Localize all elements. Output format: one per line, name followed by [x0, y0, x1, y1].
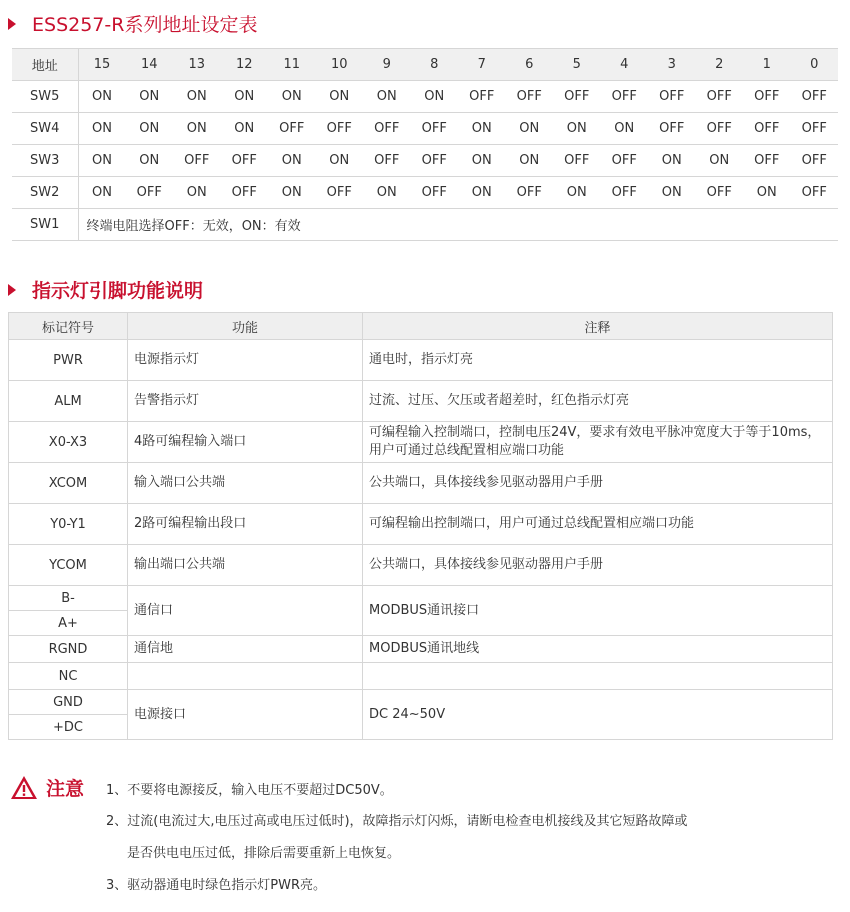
notice-line: 2、过流(电流过大,电压过高或电压过低时)，故障指示灯闪烁，请断电检查电机接线及其它短路故障或: [106, 814, 688, 829]
triangle-bullet-icon: [8, 284, 16, 296]
switch-value: OFF: [316, 177, 364, 209]
address-bit-header: 5: [553, 49, 601, 81]
pin-symbol: GND: [9, 690, 128, 715]
section-title-pins: [8, 276, 203, 303]
switch-row-sw1: [12, 209, 838, 241]
pin-row: [9, 504, 833, 545]
switch-value: OFF: [743, 113, 791, 145]
pin-symbol: Y0-Y1: [9, 504, 128, 545]
switch-label: SW1: [12, 209, 78, 241]
switch-label: SW4: [12, 113, 78, 145]
section-title-text: 指示灯引脚功能说明: [32, 280, 204, 302]
address-bit-header: 14: [126, 49, 174, 81]
pin-row: [9, 586, 833, 611]
pin-row: [9, 663, 833, 690]
switch-row: [12, 177, 838, 209]
switch-value: OFF: [506, 81, 554, 113]
address-table: [12, 48, 838, 241]
switch-value: ON: [126, 81, 174, 113]
pin-symbol: A+: [9, 611, 128, 636]
switch-value: ON: [78, 177, 126, 209]
switch-value: ON: [743, 177, 791, 209]
triangle-bullet-icon: [8, 18, 16, 30]
notice-line: 3、驱动器通电时绿色指示灯PWR亮。: [106, 878, 326, 893]
pin-function: 告警指示灯: [128, 381, 363, 422]
notice-line: 1、不要将电源接反，输入电压不要超过DC50V。: [106, 783, 393, 798]
address-bit-header: 8: [411, 49, 459, 81]
pin-note: [363, 663, 833, 690]
switch-value: OFF: [601, 81, 649, 113]
switch-value: ON: [506, 145, 554, 177]
header-function: 功能: [128, 313, 363, 340]
address-bit-header: 4: [601, 49, 649, 81]
pin-symbol: X0-X3: [9, 422, 128, 463]
switch-value: ON: [221, 113, 269, 145]
switch-value: OFF: [601, 177, 649, 209]
pin-function: 2路可编程输出段口: [128, 504, 363, 545]
switch-value: ON: [458, 145, 506, 177]
pin-note: 可编程输入控制端口，控制电压24V，要求有效电平脉冲宽度大于等于10ms，用户可通过总线配置相应端口功能: [363, 422, 833, 463]
section-title-text: ESS257-R系列地址设定表: [32, 14, 258, 36]
address-bit-header: 7: [458, 49, 506, 81]
switch-value: ON: [126, 113, 174, 145]
switch-value: OFF: [363, 113, 411, 145]
switch-value: ON: [648, 177, 696, 209]
pin-row: [9, 463, 833, 504]
switch-value: OFF: [791, 81, 839, 113]
switch-value: OFF: [506, 177, 554, 209]
switch-value: ON: [78, 113, 126, 145]
pin-function: 通信地: [128, 636, 363, 663]
pin-row: [9, 690, 833, 715]
switch-value: OFF: [458, 81, 506, 113]
header-note: 注释: [363, 313, 833, 340]
switch-value: OFF: [268, 113, 316, 145]
switch-value: ON: [78, 81, 126, 113]
address-bit-header: 2: [696, 49, 744, 81]
sw1-note: 终端电阻选择OFF：无效，ON：有效: [78, 209, 838, 241]
switch-row: [12, 113, 838, 145]
switch-value: ON: [411, 81, 459, 113]
switch-value: ON: [601, 113, 649, 145]
pin-note: MODBUS通讯地线: [363, 636, 833, 663]
switch-value: OFF: [126, 177, 174, 209]
switch-value: OFF: [791, 113, 839, 145]
address-bit-header: 0: [791, 49, 839, 81]
switch-value: ON: [458, 113, 506, 145]
pin-function: 输入端口公共端: [128, 463, 363, 504]
address-bit-header: 10: [316, 49, 364, 81]
switch-value: OFF: [696, 177, 744, 209]
address-bit-header: 15: [78, 49, 126, 81]
switch-value: OFF: [173, 145, 221, 177]
switch-value: ON: [316, 145, 364, 177]
switch-value: ON: [458, 177, 506, 209]
pin-note: 过流、过压、欠压或者超差时，红色指示灯亮: [363, 381, 833, 422]
switch-value: ON: [173, 113, 221, 145]
switch-value: OFF: [743, 145, 791, 177]
address-bit-header: 6: [506, 49, 554, 81]
pin-function: 输出端口公共端: [128, 545, 363, 586]
switch-label: SW2: [12, 177, 78, 209]
switch-label: SW5: [12, 81, 78, 113]
pin-row: [9, 545, 833, 586]
pin-note: 公共端口，具体接线参见驱动器用户手册: [363, 545, 833, 586]
switch-row: [12, 145, 838, 177]
pin-symbol: B-: [9, 586, 128, 611]
switch-value: OFF: [411, 177, 459, 209]
switch-value: OFF: [221, 177, 269, 209]
switch-value: OFF: [316, 113, 364, 145]
address-bit-header: 3: [648, 49, 696, 81]
address-bit-header: 13: [173, 49, 221, 81]
switch-value: ON: [268, 145, 316, 177]
address-header-row: [12, 49, 838, 81]
pin-note: 公共端口，具体接线参见驱动器用户手册: [363, 463, 833, 504]
switch-value: OFF: [743, 81, 791, 113]
address-bit-header: 11: [268, 49, 316, 81]
switch-value: OFF: [553, 81, 601, 113]
switch-value: ON: [506, 113, 554, 145]
notice-line: 是否供电电压过低，排除后需要重新上电恢复。: [127, 846, 401, 861]
pin-symbol: NC: [9, 663, 128, 690]
address-bit-header: 9: [363, 49, 411, 81]
switch-value: OFF: [696, 81, 744, 113]
switch-value: ON: [316, 81, 364, 113]
switch-value: ON: [268, 81, 316, 113]
pin-symbol: ALM: [9, 381, 128, 422]
pin-function-table: [8, 312, 833, 740]
switch-label: SW3: [12, 145, 78, 177]
switch-value: OFF: [648, 81, 696, 113]
pin-row: [9, 422, 833, 463]
notice-label: 注意: [46, 778, 85, 800]
switch-value: ON: [221, 81, 269, 113]
switch-value: ON: [363, 177, 411, 209]
switch-value: OFF: [411, 145, 459, 177]
pin-symbol: YCOM: [9, 545, 128, 586]
switch-value: ON: [173, 81, 221, 113]
switch-value: ON: [78, 145, 126, 177]
pin-symbol: +DC: [9, 715, 128, 740]
pin-symbol: PWR: [9, 340, 128, 381]
switch-value: OFF: [363, 145, 411, 177]
pin-row: [9, 381, 833, 422]
switch-value: ON: [648, 145, 696, 177]
pin-function: 电源指示灯: [128, 340, 363, 381]
address-header-label: 地址: [12, 49, 78, 81]
header-symbol: 标记符号: [9, 313, 128, 340]
pin-note: 可编程输出控制端口，用户可通过总线配置相应端口功能: [363, 504, 833, 545]
switch-value: OFF: [791, 145, 839, 177]
pin-function: 电源接口: [128, 690, 363, 740]
switch-value: ON: [553, 113, 601, 145]
switch-value: OFF: [221, 145, 269, 177]
switch-value: ON: [126, 145, 174, 177]
switch-value: OFF: [791, 177, 839, 209]
pin-table-header: [9, 313, 833, 340]
pin-symbol: XCOM: [9, 463, 128, 504]
switch-value: ON: [363, 81, 411, 113]
switch-row: [12, 81, 838, 113]
section-title-address: [8, 10, 257, 37]
warning-icon: [10, 775, 38, 800]
pin-note: 通电时，指示灯亮: [363, 340, 833, 381]
notice-heading: [10, 774, 84, 801]
switch-value: OFF: [411, 113, 459, 145]
switch-value: ON: [268, 177, 316, 209]
pin-symbol: RGND: [9, 636, 128, 663]
pin-row: [9, 636, 833, 663]
address-bit-header: 1: [743, 49, 791, 81]
switch-value: ON: [553, 177, 601, 209]
switch-value: OFF: [696, 113, 744, 145]
pin-function: [128, 663, 363, 690]
switch-value: ON: [696, 145, 744, 177]
switch-value: ON: [173, 177, 221, 209]
pin-function: 通信口: [128, 586, 363, 636]
pin-row: [9, 340, 833, 381]
switch-value: OFF: [648, 113, 696, 145]
pin-note: DC 24~50V: [363, 690, 833, 740]
switch-value: OFF: [553, 145, 601, 177]
pin-function: 4路可编程输入端口: [128, 422, 363, 463]
switch-value: OFF: [601, 145, 649, 177]
address-bit-header: 12: [221, 49, 269, 81]
pin-note: MODBUS通讯接口: [363, 586, 833, 636]
